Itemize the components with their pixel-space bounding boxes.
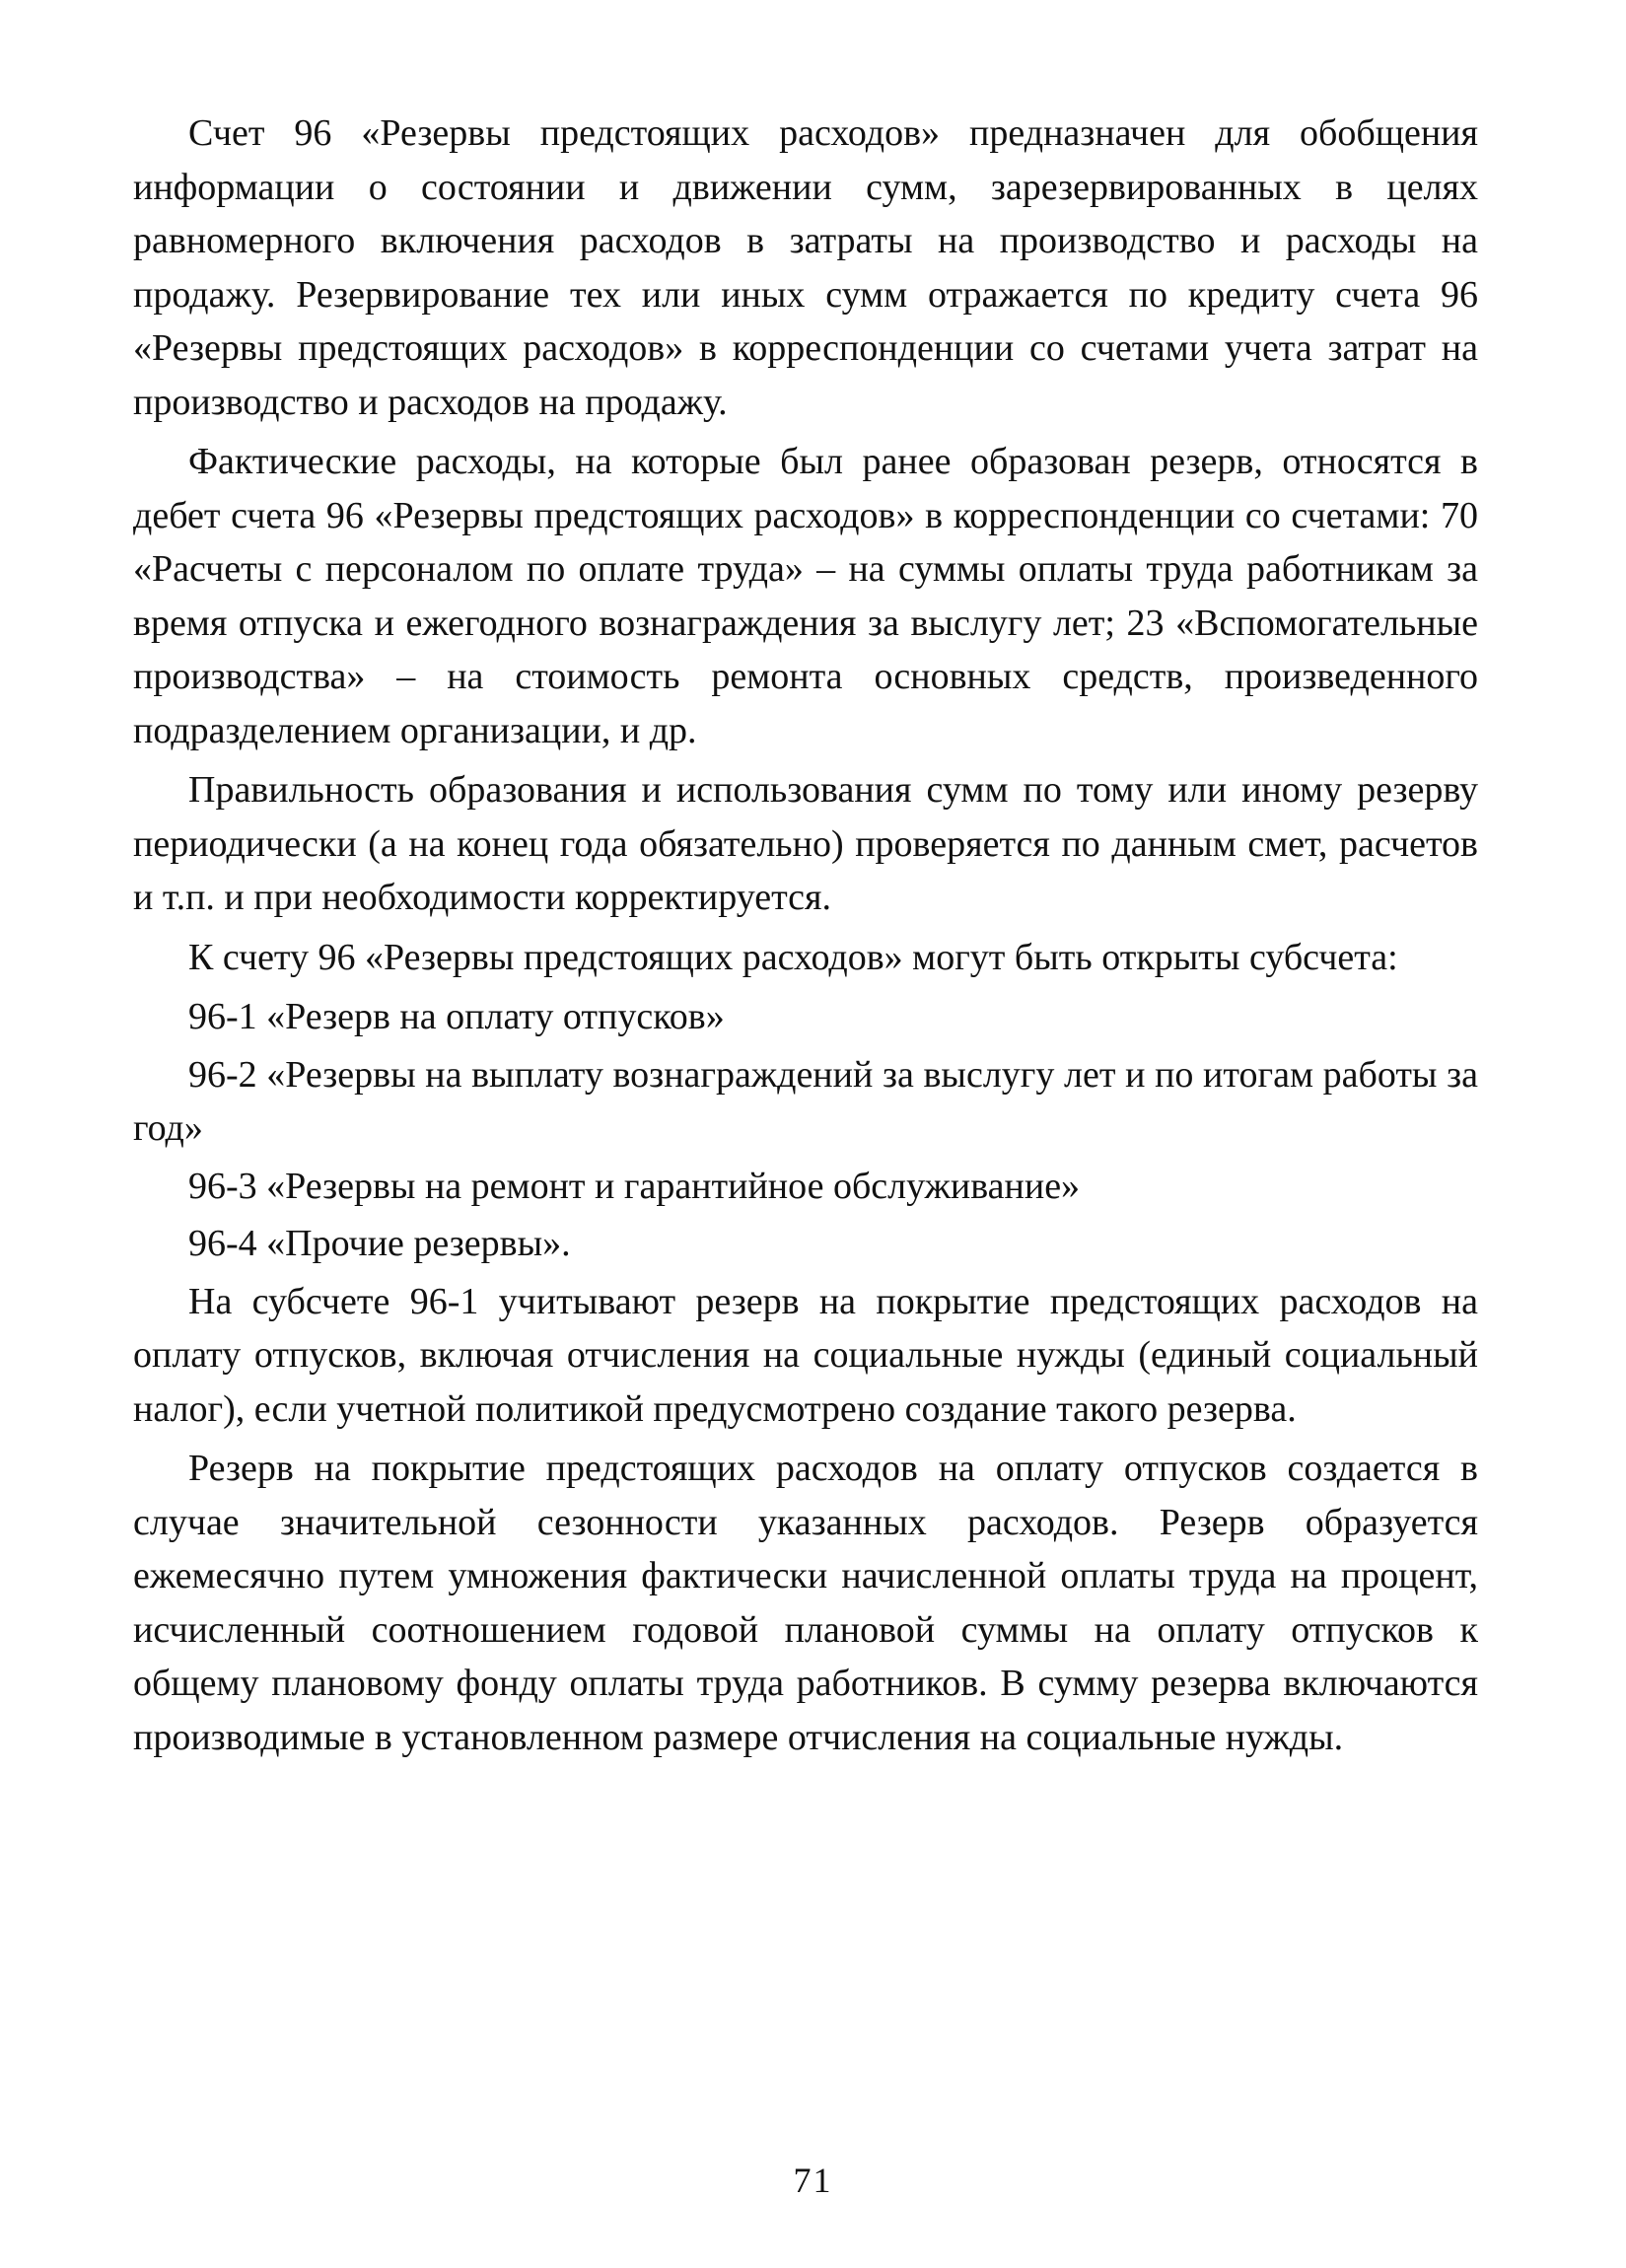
subaccount-96-2: 96-2 «Резервы на выплату вознаграждений за выслугу лет и по итогам работы за год» — [133, 1053, 1478, 1149]
paragraph-subaccount-96-1: На субсчете 96-1 учитывают резерв на покрытие предстоящих расходов на оплату отпусков, включая отчисления на социальные нужды (единый социальный налог), если учетной политикой предусмотрено создание такого резерва. — [133, 1280, 1478, 1430]
subaccount-96-1: 96-1 «Резерв на оплату отпусков» — [188, 996, 725, 1037]
paragraph-account-96-purpose: Счет 96 «Резервы предстоящих расходов» предназначен для обобщения информации о состоянии и движении сумм, зарезервированных в целях равномерного включения расходов в затраты на производство и расходы на продажу. Резервирование тех или иных сумм отражается по кредиту счета 96 «Резервы предстоящих расходов» в корреспонденции со счетами учета затрат на производство и расходов на продажу. — [133, 112, 1478, 423]
page-number: 71 — [793, 2161, 833, 2200]
subaccount-96-3: 96-3 «Резервы на ремонт и гарантийное обслуживание» — [188, 1165, 1081, 1207]
paragraph-subaccounts-intro: К счету 96 «Резервы предстоящих расходов» могут быть открыты субсчета: — [188, 936, 1398, 978]
page-text — [133, 106, 1478, 1764]
paragraph-actual-expenses: Фактические расходы, на которые был ранее образован резерв, относятся в дебет счета 96 «Резервы предстоящих расходов» в корреспонденции со счетами: 70 «Расчеты с персоналом по оплате труда» – на суммы оплаты труда работникам за время отпуска и ежегодного вознаграждения за выслугу лет; 23 «Вспомогательные производства» – на стоимость ремонта основных средств, произведенного подразделением организации, и др. — [133, 441, 1478, 751]
paragraph-reserve-verification: Правильность образования и использования сумм по тому или иному резерву периодически (а на конец года обязательно) проверяется по данным смет, расчетов и т.п. и при необходимости корректируется. — [133, 769, 1478, 918]
subaccount-96-4: 96-4 «Прочие резервы». — [188, 1223, 571, 1264]
paragraph-vacation-reserve: Резерв на покрытие предстоящих расходов на оплату отпусков создается в случае значительной сезонности указанных расходов. Резерв образуется ежемесячно путем умножения фактически начисленной оплаты труда на процент, исчисленный соотношением годовой плановой суммы на оплату отпусков к общему плановому фонду оплаты труда работников. В сумму резерва включаются производимые в установленном размере отчисления на социальные нужды. — [133, 1448, 1478, 1758]
